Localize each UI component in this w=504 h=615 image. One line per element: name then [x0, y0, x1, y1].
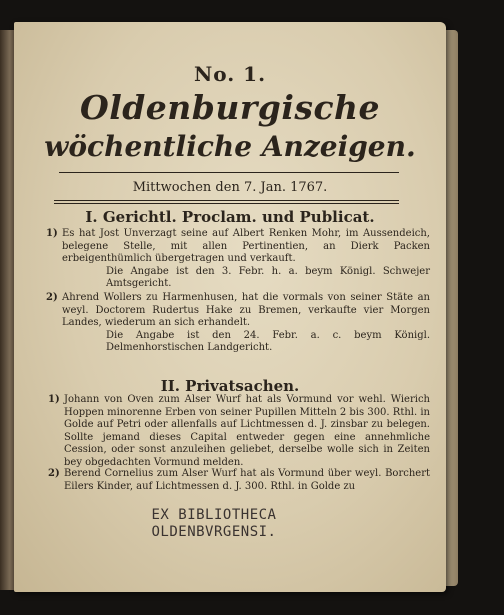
stamp-line1: EX BIBLIOTHECA — [151, 507, 277, 523]
stamp-line2: OLDENBVRGENSI. — [151, 524, 277, 540]
masthead-title-line1: Oldenburgische — [79, 88, 381, 127]
divider — [59, 172, 399, 173]
divider — [54, 203, 399, 204]
notice-entry — [48, 394, 430, 469]
entry-text: Ahrend Wollers zu Harmenhusen, hat die vormals von seiner Stäte an weyl. Doctorem Rudertus Hake zu Bremen, verkaufte vier Morgen Landes, wiederum an sich erhandelt. — [62, 292, 430, 328]
section-heading-judicial: I. Gerichtl. Proclam. und Publicat. — [85, 208, 375, 226]
entry-number: 1) — [46, 228, 58, 239]
entry-number: 2) — [48, 468, 60, 479]
entry-text: Berend Cornelius zum Alser Wurf hat als Vormund über weyl. Borchert Eilers Kinder, auf Lichtmessen d. J. 300. Rthl. in Golde zu — [64, 468, 430, 492]
section-heading-private: II. Privatsachen. — [160, 377, 300, 395]
issue-number: No. 1. — [193, 62, 267, 86]
entry-number: 2) — [46, 292, 58, 303]
notice-entry — [46, 228, 430, 291]
entry-number: 1) — [48, 394, 60, 405]
notice-entry — [46, 292, 430, 355]
divider — [54, 200, 399, 201]
library-stamp — [124, 507, 304, 541]
entry-text: Johann von Oven zum Alser Wurf hat als Vormund vor wehl. Wierich Hoppen minorenne Erben von seiner Pupillen Mitteln 2 bis 300. Rthl. in Golde auf Petri oder allenfalls auf Lichtmessen d. J. zinsbar zu belegen. Sollte jemand dieses Capital entweder gegen eine annehmliche Cession, oder sonst anzuleihen geliebet, derselbe wolle sich in Zeiten bey obgedachten Vormund melden. — [64, 394, 430, 468]
masthead-title-line2: wöchentliche Anzeigen. — [44, 130, 416, 163]
notice-entry — [48, 468, 430, 493]
entry-text: Es hat Jost Unverzagt seine auf Albert Renken Mohr, im Aussendeich, belegene Stelle, mit allen Pertinentien, an Dierk Packen erbeigenthümlich übergetragen und verkauft. — [62, 228, 430, 264]
entry-note: Die Angabe ist den 3. Febr. h. a. beym Königl. Schwejer Amtsgericht. — [106, 265, 430, 289]
issue-date: Mittwochen den 7. Jan. 1767. — [132, 180, 328, 195]
entry-note: Die Angabe ist den 24. Febr. a. c. beym Königl. Delmenhorstischen Landgericht. — [106, 329, 430, 353]
newspaper-page — [14, 22, 446, 592]
